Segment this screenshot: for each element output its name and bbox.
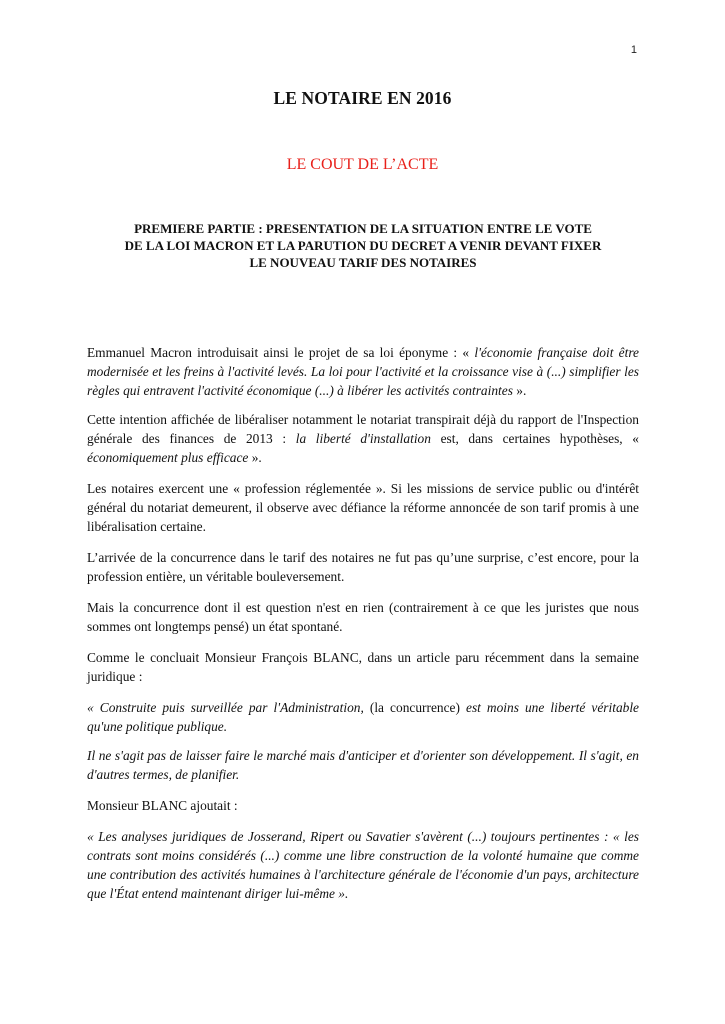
section-heading [80, 220, 646, 271]
paragraph-blanc-quote-part-3: est moins une liberté véritable qu'une politique publique. [87, 700, 639, 734]
paragraph-igf-close: ». [248, 450, 262, 465]
paragraph-igf-middle: est, dans certaines hypothèses, « [430, 431, 639, 446]
paragraph-blanc-addition: Monsieur BLANC ajoutait : [87, 798, 238, 813]
paragraph-blanc-quote [87, 698, 639, 736]
document-subtitle: LE COUT DE L’ACTE [286, 156, 439, 173]
paragraph-macron-intro: Emmanuel Macron introduisait ainsi le projet de sa loi éponyme : « [87, 345, 475, 360]
paragraph-planification [87, 746, 639, 784]
paragraph-macron-quote: l'économie française doit être modernisée et les freins à l'activité levés. La loi pour l'activité et la croissance vise à (...) simplifier les règles qui entravent l'activité économique (...) à libérer les activités contraintes [87, 345, 639, 398]
paragraph-macron-close: ». [512, 383, 527, 398]
paragraph-josserand-quote-text: « Les analyses juridiques de Josserand, Ripert ou Savatier s'avèrent (...) toujours pertinentes : « les contrats sont moins considérés (...) comme une libre construction de la volonté humaine que comme une contribution des activités humaines à l'architecture générale de l'économie d'un pays, architecture que l'État entend maintenant diriger lui-même ». [87, 829, 639, 901]
paragraph-igf-italic-2: économiquement plus efficace [87, 450, 249, 465]
document-title: LE NOTAIRE EN 2016 [273, 88, 452, 108]
paragraph-blanc-intro: Comme le concluait Monsieur François BLANC, dans un article paru récemment dans la semaine juridique : [87, 650, 639, 684]
section-heading-line-3: LE NOUVEAU TARIF DES NOTAIRES [249, 255, 477, 270]
paragraph-concurrence-nature: Mais la concurrence dont il est question n'est en rien (contrairement à ce que les juristes que nous sommes ont longtemps pensé) un état spontané. [87, 600, 639, 634]
section-heading-line-2: DE LA LOI MACRON ET LA PARUTION DU DECRET A VENIR DEVANT FIXER [124, 238, 602, 253]
paragraph-josserand-quote [87, 827, 639, 903]
paragraph-igf-intro: Cette intention affichée de libéraliser notamment le notariat transpirait déjà du rapport de l'Inspection générale des finances de 2013 : [87, 412, 639, 446]
page-number: 1 [630, 44, 637, 56]
document-body [87, 343, 639, 915]
paragraph-blanc-quote-part-2: (la concurrence) [363, 700, 466, 715]
paragraph-concurrence-arrival: L’arrivée de la concurrence dans le tarif des notaires ne fut pas qu’une surprise, c’est encore, pour la profession entière, un véritable bouleversement. [87, 550, 639, 584]
paragraph-profession: Les notaires exercent une « profession réglementée ». Si les missions de service public ou d'intérêt général du notariat demeurent, il observe avec défiance la réforme annoncée de son tarif promis à une libéralisation certaine. [87, 481, 639, 534]
paragraph-igf-italic-1: la liberté d'installation [295, 431, 431, 446]
paragraph-blanc-quote-part-1: « Construite puis surveillée par l'Administration, [87, 700, 364, 715]
paragraph-igf-report [87, 410, 639, 467]
paragraph-planification-text: Il ne s'agit pas de laisser faire le marché mais d'anticiper et d'orienter son développement. Il s'agit, en d'autres termes, de planifier. [87, 748, 639, 782]
paragraph-macron [87, 343, 639, 400]
section-heading-line-1: PREMIERE PARTIE : PRESENTATION DE LA SITUATION ENTRE LE VOTE [134, 221, 592, 236]
